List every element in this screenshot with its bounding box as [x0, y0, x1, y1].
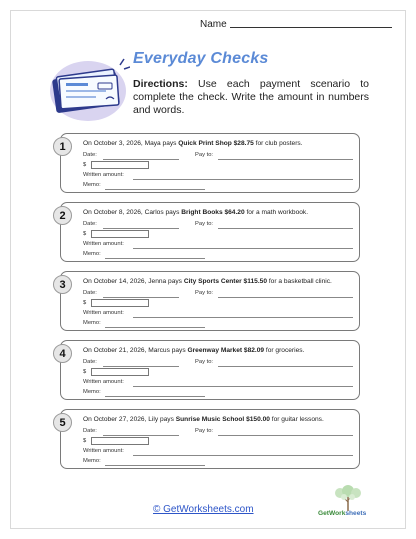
- scenario-text: On October 14, 2026, Jenna pays City Sports Center $115.50 for a basketball clinic.: [83, 278, 332, 285]
- written-amount-line[interactable]: [133, 386, 353, 387]
- check-card: [60, 271, 360, 331]
- memo-line[interactable]: [105, 327, 205, 328]
- dollar-label: $: [83, 162, 87, 168]
- directions-label: Directions:: [133, 78, 188, 90]
- problem-number: 5: [53, 413, 72, 432]
- payee-amount: Sunrise Music School $150.00: [175, 416, 270, 423]
- pay-to-label: Pay to:: [195, 221, 214, 227]
- memo-label: Memo:: [83, 389, 101, 395]
- memo-label: Memo:: [83, 458, 101, 464]
- payee-amount: Bright Books $64.20: [181, 209, 245, 216]
- dollar-amount-box[interactable]: [91, 161, 149, 169]
- dollar-amount-box[interactable]: [91, 299, 149, 307]
- pay-to-line[interactable]: [218, 297, 353, 298]
- checkbook-illustration-icon: [46, 55, 130, 123]
- memo-label: Memo:: [83, 320, 101, 326]
- name-line[interactable]: [230, 26, 392, 28]
- copyright-link[interactable]: © GetWorksheets.com: [153, 504, 254, 515]
- written-amount-label: Written amount:: [83, 172, 124, 178]
- pay-to-label: Pay to:: [195, 359, 214, 365]
- pay-to-label: Pay to:: [195, 290, 214, 296]
- pay-to-line[interactable]: [218, 228, 353, 229]
- date-line[interactable]: [103, 228, 179, 229]
- dollar-label: $: [83, 300, 87, 306]
- payee-amount: City Sports Center $115.50: [183, 278, 268, 285]
- written-amount-line[interactable]: [133, 179, 353, 180]
- written-amount-line[interactable]: [133, 455, 353, 456]
- pay-to-line[interactable]: [218, 366, 353, 367]
- written-amount-label: Written amount:: [83, 310, 124, 316]
- pay-to-label: Pay to:: [195, 152, 214, 158]
- dollar-amount-box[interactable]: [91, 368, 149, 376]
- memo-line[interactable]: [105, 396, 205, 397]
- payee-amount: Greenway Market $82.09: [187, 347, 265, 354]
- scenario-text: On October 27, 2026, Lily pays Sunrise Music School $150.00 for guitar lessons.: [83, 416, 324, 423]
- memo-line[interactable]: [105, 465, 205, 466]
- dollar-label: $: [83, 369, 87, 375]
- written-amount-label: Written amount:: [83, 379, 124, 385]
- scenario-text: On October 3, 2026, Maya pays Quick Print Shop $28.75 for club posters.: [83, 140, 303, 147]
- date-label: Date:: [83, 152, 97, 158]
- date-label: Date:: [83, 290, 97, 296]
- payee-amount: Quick Print Shop $28.75: [178, 140, 254, 147]
- dollar-amount-box[interactable]: [91, 437, 149, 445]
- dollar-label: $: [83, 438, 87, 444]
- date-label: Date:: [83, 221, 97, 227]
- memo-label: Memo:: [83, 251, 101, 257]
- written-amount-line[interactable]: [133, 317, 353, 318]
- problem-number: 2: [53, 206, 72, 225]
- worksheet-title: Everyday Checks: [133, 50, 269, 67]
- memo-line[interactable]: [105, 189, 205, 190]
- written-amount-label: Written amount:: [83, 241, 124, 247]
- scenario-text: On October 21, 2026, Marcus pays Greenway Market $82.09 for groceries.: [83, 347, 305, 354]
- written-amount-label: Written amount:: [83, 448, 124, 454]
- date-line[interactable]: [103, 297, 179, 298]
- date-line[interactable]: [103, 159, 179, 160]
- pay-to-label: Pay to:: [195, 428, 214, 434]
- directions: [133, 78, 369, 117]
- name-label: Name: [200, 19, 227, 30]
- pay-to-line[interactable]: [218, 435, 353, 436]
- date-label: Date:: [83, 359, 97, 365]
- problem-number: 4: [53, 344, 72, 363]
- pay-to-line[interactable]: [218, 159, 353, 160]
- check-card: [60, 340, 360, 400]
- logo-wordmark: GetWorksheets: [318, 510, 367, 517]
- name-row: [200, 19, 392, 30]
- memo-label: Memo:: [83, 182, 101, 188]
- problem-number: 3: [53, 275, 72, 294]
- dollar-label: $: [83, 231, 87, 237]
- check-card: [60, 202, 360, 262]
- dollar-amount-box[interactable]: [91, 230, 149, 238]
- check-card: [60, 409, 360, 469]
- date-label: Date:: [83, 428, 97, 434]
- scenario-text: On October 8, 2026, Carlos pays Bright Books $64.20 for a math workbook.: [83, 209, 309, 216]
- problem-number: 1: [53, 137, 72, 156]
- directions-text: Use each payment scenario to complete the check. Write the amount in numbers and words.: [133, 78, 369, 116]
- date-line[interactable]: [103, 366, 179, 367]
- date-line[interactable]: [103, 435, 179, 436]
- check-card: [60, 133, 360, 193]
- memo-line[interactable]: [105, 258, 205, 259]
- written-amount-line[interactable]: [133, 248, 353, 249]
